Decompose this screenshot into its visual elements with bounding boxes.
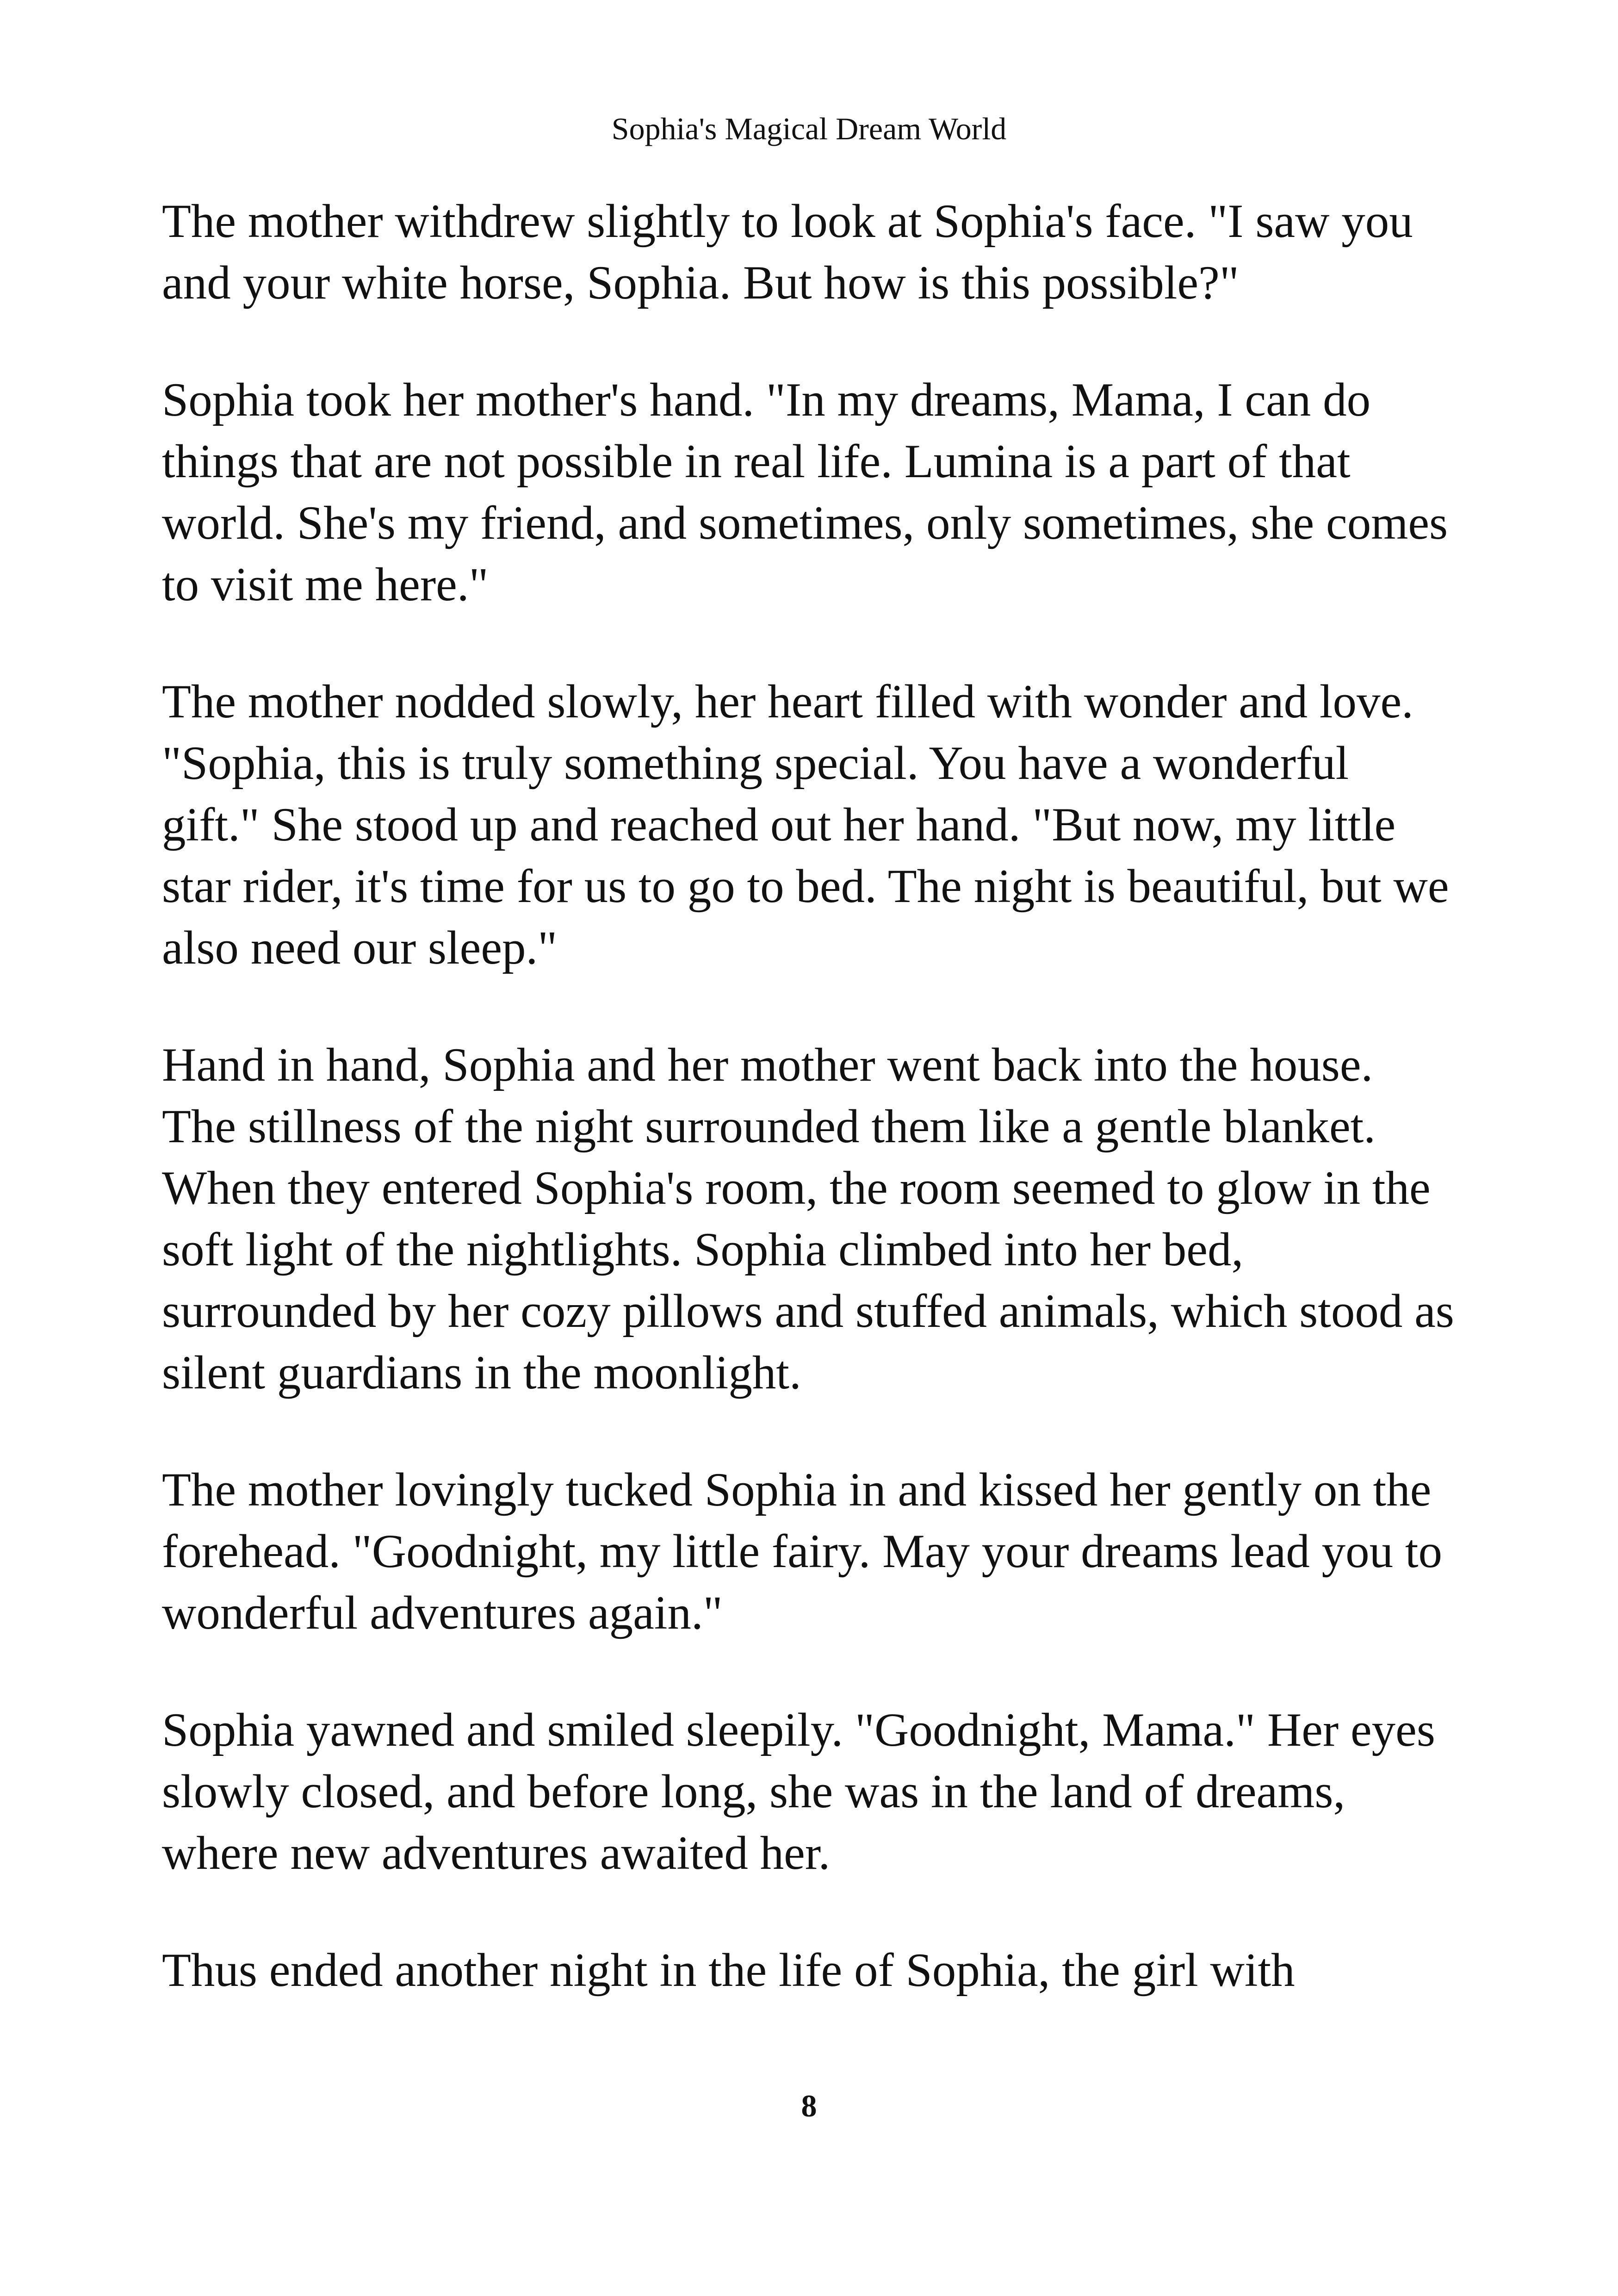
paragraph: The mother nodded slowly, her heart filled with wonder and love. "Sophia, this is truly something special. You have a wonderful gift." She stood up and reached out her hand. "But now, my little star rider, it's time for us to go to bed. The night is beautiful, but we also need our sleep." [162, 675, 1449, 974]
paragraph: The mother withdrew slightly to look at Sophia's face. "I saw you and your white horse, Sophia. But how is this possible?" [162, 195, 1413, 309]
paragraph: The mother lovingly tucked Sophia in and kissed her gently on the forehead. "Goodnight, my little fairy. May your dreams lead you to wonderful adventures again." [162, 1463, 1443, 1639]
body-text [162, 191, 1457, 2001]
paragraph: Sophia took her mother's hand. "In my dreams, Mama, I can do things that are not possible in real life. Lumina is a part of that world. She's my friend, and sometimes, only sometimes, she comes to visit me here." [162, 373, 1448, 611]
paragraph: Thus ended another night in the life of Sophia, the girl with [162, 1944, 1295, 1997]
paragraph: Sophia yawned and smiled sleepily. "Goodnight, Mama." Her eyes slowly closed, and before long, she was in the land of dreams, where new adventures awaited her. [162, 1704, 1435, 1879]
paragraph: Hand in hand, Sophia and her mother went back into the house. The stillness of the night surrounded them like a gentle blanket. When they entered Sophia's room, the room seemed to glow in the soft light of the nightlights. Sophia climbed into her bed, surrounded by her cozy pillows and stuffed animals, which stood as silent guardians in the moonlight. [162, 1039, 1454, 1399]
page-number: 8 [801, 2088, 817, 2123]
running-header-title: Sophia's Magical Dream World [611, 111, 1007, 146]
